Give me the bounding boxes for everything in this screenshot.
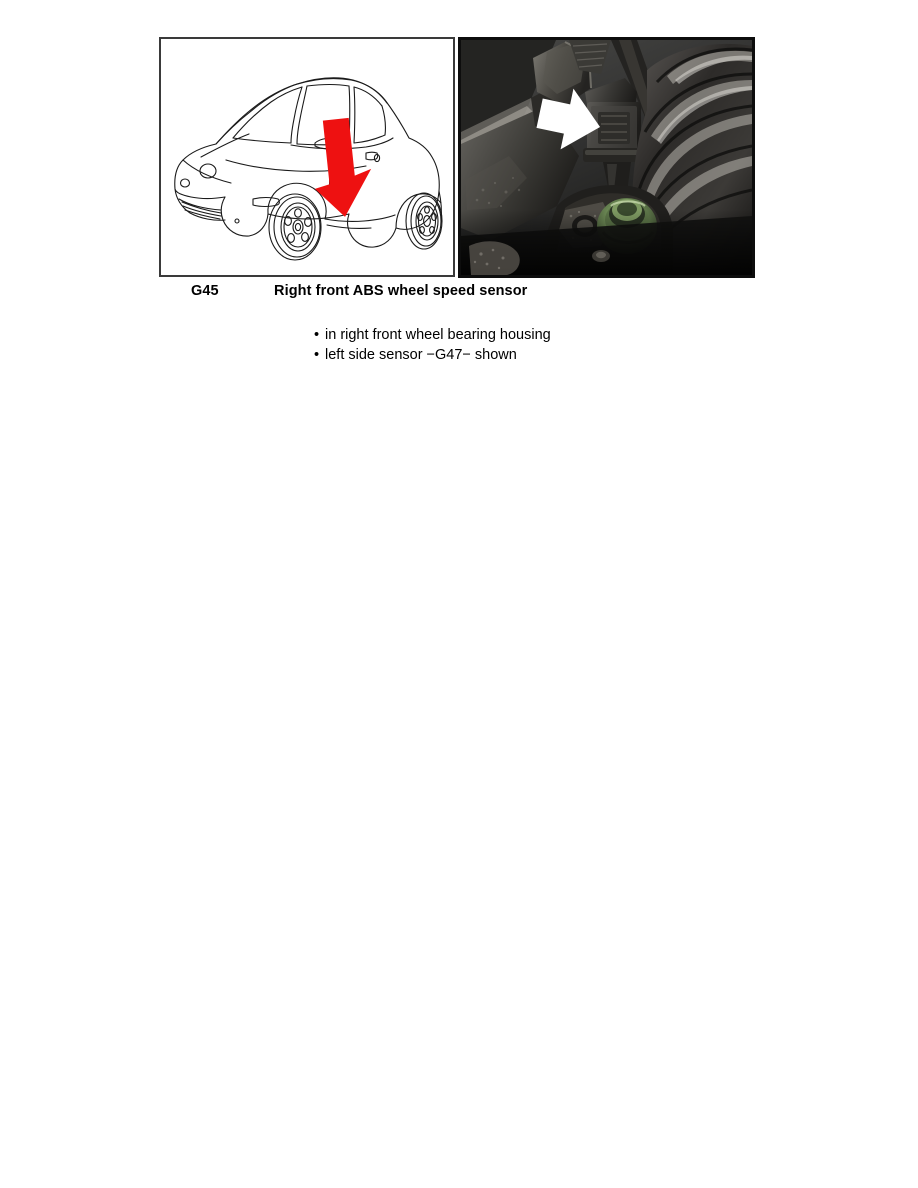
vehicle-line-drawing bbox=[161, 39, 453, 275]
sensor-photograph-panel bbox=[458, 37, 755, 278]
list-item bbox=[314, 326, 734, 346]
red-callout-arrow bbox=[308, 116, 376, 220]
component-notes-list bbox=[314, 326, 734, 365]
figure-caption bbox=[191, 283, 791, 303]
sensor-photograph bbox=[461, 40, 752, 275]
note-text: in right front wheel bearing housing bbox=[325, 327, 551, 343]
bullet-icon: • bbox=[314, 327, 320, 343]
component-code: G45 bbox=[191, 283, 219, 299]
list-item bbox=[314, 346, 734, 366]
component-title: Right front ABS wheel speed sensor bbox=[274, 283, 528, 299]
vehicle-line-drawing-panel bbox=[159, 37, 455, 277]
note-text: left side sensor −G47− shown bbox=[325, 346, 517, 363]
bullet-icon: • bbox=[314, 346, 320, 363]
